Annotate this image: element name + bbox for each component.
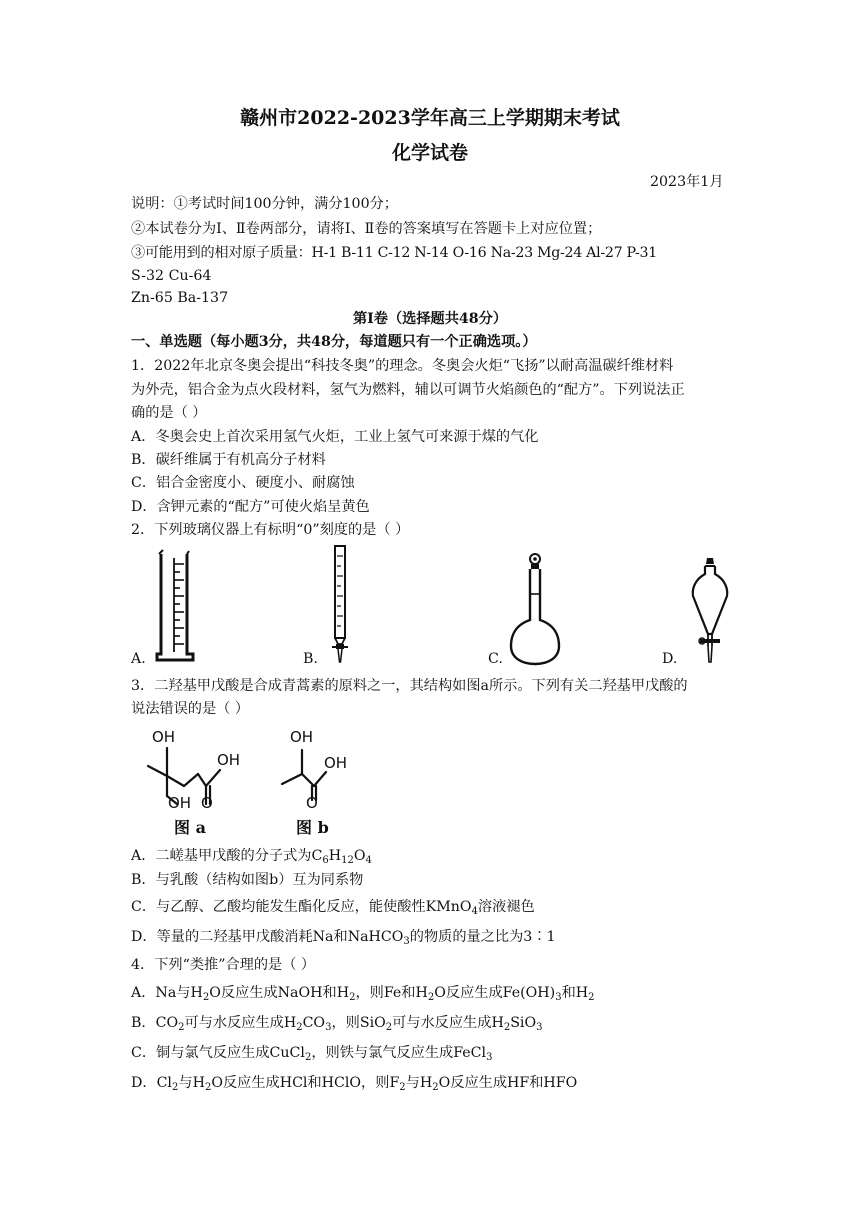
q3-option-d: D．等量的二羟基甲戊酸消耗Na和NaHCO$_3$的物质的量之比为3∶1 <box>131 929 556 947</box>
section-title: 第Ⅰ卷（选择题共48分） <box>352 311 508 327</box>
q2-label-d: D. <box>662 651 678 667</box>
q4-option-b: B．$CO_2$可与水反应生成$H_2CO_3$，则SiO$_2$可与水反应生成$H_2SiO_3$ <box>131 1015 543 1033</box>
figure-a-oh-top: OH <box>152 728 176 746</box>
figure-a-caption: 图 a <box>174 818 206 837</box>
q2-label-a: A. <box>131 651 146 667</box>
note-line-3: ③可能用到的相对原子质量：H-1 B-11 C-12 N-14 O-16 Na-23 Mg-24 Al-27 P-31 <box>131 245 657 261</box>
note-line-2: ②本试卷分为Ⅰ、Ⅱ卷两部分，请将Ⅰ、Ⅱ卷的答案填写在答题卡上对应位置； <box>131 221 602 237</box>
burette-icon <box>330 544 350 666</box>
q1-stem-line-1: 1．2022年北京冬奥会提出“科技冬奥”的理念。冬奥会火炬“飞扬”以耐高温碳纤维材料 <box>131 358 674 374</box>
graduated-cylinder-icon <box>155 548 195 666</box>
figure-b-oh-acid: OH <box>324 754 348 772</box>
q3-stem-line-2: 说法错误的是（ ） <box>131 701 250 717</box>
q3-stem-line-1: 3．二羟基甲戊酸是合成青蒿素的原料之一，其结构如图a所示。下列有关二羟基甲戊酸的 <box>131 678 688 694</box>
figure-a-oh-bottom: OH <box>168 794 192 812</box>
exam-date: 2023年1月 <box>650 174 724 190</box>
q1-stem-line-3: 确的是（ ） <box>131 405 207 421</box>
q4-stem: 4．下列“类推”合理的是（ ） <box>131 957 316 973</box>
q4-option-c: C．铜与氯气反应生成CuCl$_2$，则铁与氯气反应生成FeCl$_3$ <box>131 1045 493 1063</box>
q1-option-d: D．含钾元素的“配方”可使火焰呈黄色 <box>131 499 370 515</box>
q3-option-b: B．与乳酸（结构如图b）互为同系物 <box>131 872 364 888</box>
q1-option-b: B．碳纤维属于有机高分子材料 <box>131 452 326 468</box>
q2-label-b: B. <box>303 651 318 667</box>
figure-a-carbonyl-o: O <box>201 794 213 812</box>
q4-option-a: A．Na与$H_2O$反应生成NaOH和$H_2$，则Fe和$H_2O$反应生成$Fe(OH)_3$和$H_2$ <box>131 985 595 1003</box>
figure-a-oh-acid: OH <box>217 751 241 769</box>
q2-label-c: C. <box>488 651 503 667</box>
q1-option-c: C．铝合金密度小、硬度小、耐腐蚀 <box>131 475 355 491</box>
separatory-funnel-icon <box>690 556 730 666</box>
figure-b-carbonyl-o: O <box>306 794 318 812</box>
note-line-1: 说明：①考试时间100分钟，满分100分； <box>131 196 398 212</box>
volumetric-flask-icon <box>509 552 561 666</box>
section-instruction: 一、单选题（每小题3分，共48分，每道题只有一个正确选项。） <box>131 334 537 350</box>
q3-option-c: C．与乙醇、乙酸均能发生酯化反应，能使酸性KMnO$_4$溶液褪色 <box>131 899 535 917</box>
exam-subtitle: 化学试卷 <box>391 142 468 164</box>
figure-b-oh-top: OH <box>290 728 314 746</box>
q1-option-a: A．冬奥会史上首次采用氢气火炬，工业上氢气可来源于煤的气化 <box>131 429 539 445</box>
note-line-4: S-32 Cu-64 <box>131 268 212 284</box>
q2-stem: 2．下列玻璃仪器上有标明“0”刻度的是（ ） <box>131 522 410 538</box>
q3-option-a: A．二嵯基甲戊酸的分子式为$C_6H_{12}O_4$ <box>131 848 372 866</box>
q1-stem-line-2: 为外壳，铝合金为点火段材料，氢气为燃料，辅以可调节火焰颜色的“配方”。下列说法正 <box>131 382 685 398</box>
q4-option-d: D．$Cl_2$与$H_2O$反应生成HCl和HClO，则$F_2$与$H_2O$反应生成HF和HFO <box>131 1075 578 1093</box>
exam-title: 赣州市2022-2023学年高三上学期期末考试 <box>240 107 620 129</box>
note-line-5: Zn-65 Ba-137 <box>131 290 229 306</box>
figure-b-caption: 图 b <box>296 818 329 837</box>
